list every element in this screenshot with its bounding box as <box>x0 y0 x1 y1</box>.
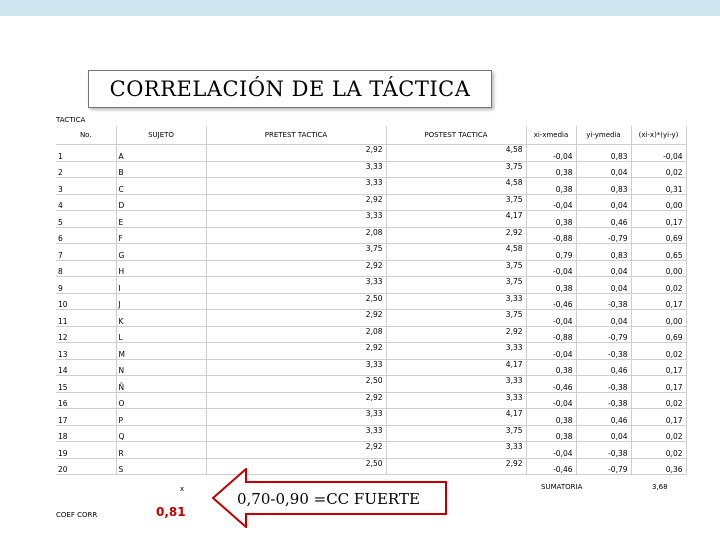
sheet-label: TACTICA <box>56 116 86 124</box>
cell-sujeto: K <box>116 310 206 327</box>
cell-no: 8 <box>56 260 116 277</box>
cell-sujeto: Q <box>116 425 206 442</box>
cell-yi: -0,79 <box>576 458 631 475</box>
cell-xi: -0,46 <box>526 293 576 310</box>
cell-no: 20 <box>56 458 116 475</box>
cell-sujeto: O <box>116 392 206 409</box>
cell-prod: 0,02 <box>631 161 686 178</box>
cell-pretest: 3,75 <box>206 244 386 261</box>
cell-sujeto: I <box>116 277 206 294</box>
sumatoria-value: 3,68 <box>652 483 668 491</box>
cell-sujeto: N <box>116 359 206 376</box>
cell-prod: 0,69 <box>631 227 686 244</box>
table-row <box>56 442 686 459</box>
cell-prod: 0,00 <box>631 194 686 211</box>
cell-postest: 3,75 <box>386 161 526 178</box>
cell-pretest: 2,50 <box>206 458 386 475</box>
table-row <box>56 392 686 409</box>
cell-xi: -0,04 <box>526 145 576 162</box>
cell-postest: 4,58 <box>386 178 526 195</box>
top-bar <box>0 0 720 16</box>
coef-value: 0,81 <box>156 505 186 519</box>
cell-yi: -0,38 <box>576 293 631 310</box>
cell-no: 17 <box>56 409 116 426</box>
cell-xi: 0,38 <box>526 178 576 195</box>
cell-pretest: 3,33 <box>206 425 386 442</box>
coef-label: COEF CORR <box>56 511 98 519</box>
cell-prod: 0,00 <box>631 310 686 327</box>
cell-prod: 0,02 <box>631 343 686 360</box>
cell-yi: -0,79 <box>576 227 631 244</box>
cell-prod: 0,17 <box>631 409 686 426</box>
cell-sujeto: S <box>116 458 206 475</box>
cell-xi: 0,38 <box>526 277 576 294</box>
table-row <box>56 227 686 244</box>
cell-pretest: 3,33 <box>206 359 386 376</box>
cell-sujeto: Ñ <box>116 376 206 393</box>
cell-prod: 0,31 <box>631 178 686 195</box>
header-xi: xi-xmedia <box>526 126 576 145</box>
cell-no: 14 <box>56 359 116 376</box>
cell-sujeto: D <box>116 194 206 211</box>
cell-no: 1 <box>56 145 116 162</box>
cell-prod: -0,04 <box>631 145 686 162</box>
cell-xi: -0,88 <box>526 326 576 343</box>
cell-pretest: 2,92 <box>206 442 386 459</box>
cell-no: 6 <box>56 227 116 244</box>
cell-prod: 0,02 <box>631 442 686 459</box>
cell-yi: 0,46 <box>576 409 631 426</box>
cell-no: 9 <box>56 277 116 294</box>
data-table <box>56 126 687 475</box>
cell-no: 11 <box>56 310 116 327</box>
cell-xi: 0,79 <box>526 244 576 261</box>
title-box <box>88 70 492 108</box>
cell-yi: -0,38 <box>576 343 631 360</box>
cell-no: 12 <box>56 326 116 343</box>
cell-xi: -0,46 <box>526 458 576 475</box>
cell-no: 15 <box>56 376 116 393</box>
table-row <box>56 244 686 261</box>
cell-xi: -0,04 <box>526 194 576 211</box>
cell-pretest: 2,92 <box>206 343 386 360</box>
x-label: x <box>180 485 185 493</box>
cell-prod: 0,17 <box>631 359 686 376</box>
cell-postest: 2,92 <box>386 227 526 244</box>
cell-postest: 3,75 <box>386 310 526 327</box>
cell-postest: 3,33 <box>386 442 526 459</box>
cell-xi: 0,38 <box>526 161 576 178</box>
table-row <box>56 376 686 393</box>
cell-sujeto: A <box>116 145 206 162</box>
header-pretest: PRETEST TACTICA <box>206 126 386 145</box>
cell-pretest: 2,92 <box>206 194 386 211</box>
cell-yi: -0,38 <box>576 442 631 459</box>
cell-prod: 0,02 <box>631 277 686 294</box>
cell-postest: 3,75 <box>386 277 526 294</box>
cell-sujeto: B <box>116 161 206 178</box>
table-row <box>56 409 686 426</box>
cell-postest: 3,75 <box>386 260 526 277</box>
cell-sujeto: H <box>116 260 206 277</box>
cell-yi: 0,83 <box>576 244 631 261</box>
cell-yi: 0,04 <box>576 277 631 294</box>
cell-prod: 0,36 <box>631 458 686 475</box>
cell-pretest: 3,33 <box>206 409 386 426</box>
cell-no: 2 <box>56 161 116 178</box>
cell-yi: -0,38 <box>576 392 631 409</box>
cell-postest: 4,17 <box>386 409 526 426</box>
cell-postest: 2,92 <box>386 458 526 475</box>
cell-prod: 0,02 <box>631 392 686 409</box>
table-row <box>56 145 686 162</box>
cell-prod: 0,17 <box>631 376 686 393</box>
cell-xi: -0,04 <box>526 343 576 360</box>
header-sujeto: SUJETO <box>116 126 206 145</box>
table-row <box>56 161 686 178</box>
cell-pretest: 2,50 <box>206 293 386 310</box>
cell-prod: 0,00 <box>631 260 686 277</box>
cell-postest: 2,92 <box>386 326 526 343</box>
cell-no: 3 <box>56 178 116 195</box>
cell-sujeto: R <box>116 442 206 459</box>
table-row <box>56 211 686 228</box>
cell-xi: 0,38 <box>526 409 576 426</box>
cell-sujeto: F <box>116 227 206 244</box>
cell-xi: -0,04 <box>526 392 576 409</box>
cell-postest: 4,58 <box>386 145 526 162</box>
cell-prod: 0,65 <box>631 244 686 261</box>
arrow-label: 0,70-0,90 =CC FUERTE <box>237 490 420 508</box>
cell-yi: 0,04 <box>576 310 631 327</box>
cell-pretest: 2,92 <box>206 392 386 409</box>
cell-yi: -0,38 <box>576 376 631 393</box>
table-row <box>56 359 686 376</box>
cell-sujeto: E <box>116 211 206 228</box>
cell-yi: 0,04 <box>576 161 631 178</box>
cell-no: 5 <box>56 211 116 228</box>
header-postest: POSTEST TACTICA <box>386 126 526 145</box>
cell-xi: -0,88 <box>526 227 576 244</box>
cell-prod: 0,69 <box>631 326 686 343</box>
cell-no: 18 <box>56 425 116 442</box>
cell-yi: -0,79 <box>576 326 631 343</box>
cell-no: 16 <box>56 392 116 409</box>
cell-xi: 0,38 <box>526 211 576 228</box>
table-row <box>56 293 686 310</box>
cell-pretest: 2,08 <box>206 227 386 244</box>
cell-yi: 0,04 <box>576 425 631 442</box>
cell-pretest: 2,50 <box>206 376 386 393</box>
table-row <box>56 425 686 442</box>
cell-no: 10 <box>56 293 116 310</box>
cell-xi: 0,38 <box>526 425 576 442</box>
cell-postest: 3,33 <box>386 343 526 360</box>
cell-postest: 4,58 <box>386 244 526 261</box>
cell-no: 13 <box>56 343 116 360</box>
cell-prod: 0,17 <box>631 211 686 228</box>
header-no: No. <box>56 126 116 145</box>
cell-sujeto: P <box>116 409 206 426</box>
cell-xi: -0,04 <box>526 310 576 327</box>
cell-postest: 4,17 <box>386 211 526 228</box>
table-row <box>56 343 686 360</box>
cell-postest: 3,33 <box>386 293 526 310</box>
cell-sujeto: M <box>116 343 206 360</box>
cell-sujeto: L <box>116 326 206 343</box>
header-prod: (xi-x)*(yi-y) <box>631 126 686 145</box>
cell-xi: -0,04 <box>526 260 576 277</box>
cell-postest: 3,33 <box>386 376 526 393</box>
cell-prod: 0,17 <box>631 293 686 310</box>
cell-pretest: 2,92 <box>206 310 386 327</box>
cell-pretest: 3,33 <box>206 277 386 294</box>
cell-sujeto: G <box>116 244 206 261</box>
cell-xi: -0,46 <box>526 376 576 393</box>
cell-pretest: 2,92 <box>206 145 386 162</box>
cell-postest: 3,75 <box>386 425 526 442</box>
cell-yi: 0,46 <box>576 359 631 376</box>
cell-sujeto: C <box>116 178 206 195</box>
cell-yi: 0,83 <box>576 145 631 162</box>
cell-pretest: 3,33 <box>206 161 386 178</box>
cell-xi: 0,38 <box>526 359 576 376</box>
cell-yi: 0,04 <box>576 194 631 211</box>
cell-sujeto: J <box>116 293 206 310</box>
cell-yi: 0,46 <box>576 211 631 228</box>
cell-no: 7 <box>56 244 116 261</box>
table-row <box>56 310 686 327</box>
table-row <box>56 277 686 294</box>
header-yi: yi-ymedia <box>576 126 631 145</box>
header-row <box>56 126 686 145</box>
cell-no: 4 <box>56 194 116 211</box>
cell-no: 19 <box>56 442 116 459</box>
cell-postest: 4,17 <box>386 359 526 376</box>
cell-pretest: 2,08 <box>206 326 386 343</box>
cell-pretest: 2,92 <box>206 260 386 277</box>
cell-pretest: 3,33 <box>206 211 386 228</box>
slide-title: CORRELACIÓN DE LA TÁCTICA <box>109 77 471 101</box>
cell-prod: 0,02 <box>631 425 686 442</box>
table-row <box>56 260 686 277</box>
cell-pretest: 3,33 <box>206 178 386 195</box>
cell-yi: 0,83 <box>576 178 631 195</box>
cell-postest: 3,33 <box>386 392 526 409</box>
table-row <box>56 326 686 343</box>
table-row <box>56 194 686 211</box>
cell-xi: -0,04 <box>526 442 576 459</box>
cell-yi: 0,04 <box>576 260 631 277</box>
cell-postest: 3,75 <box>386 194 526 211</box>
sumatoria-label: SUMATORIA <box>541 483 583 491</box>
table-row <box>56 178 686 195</box>
